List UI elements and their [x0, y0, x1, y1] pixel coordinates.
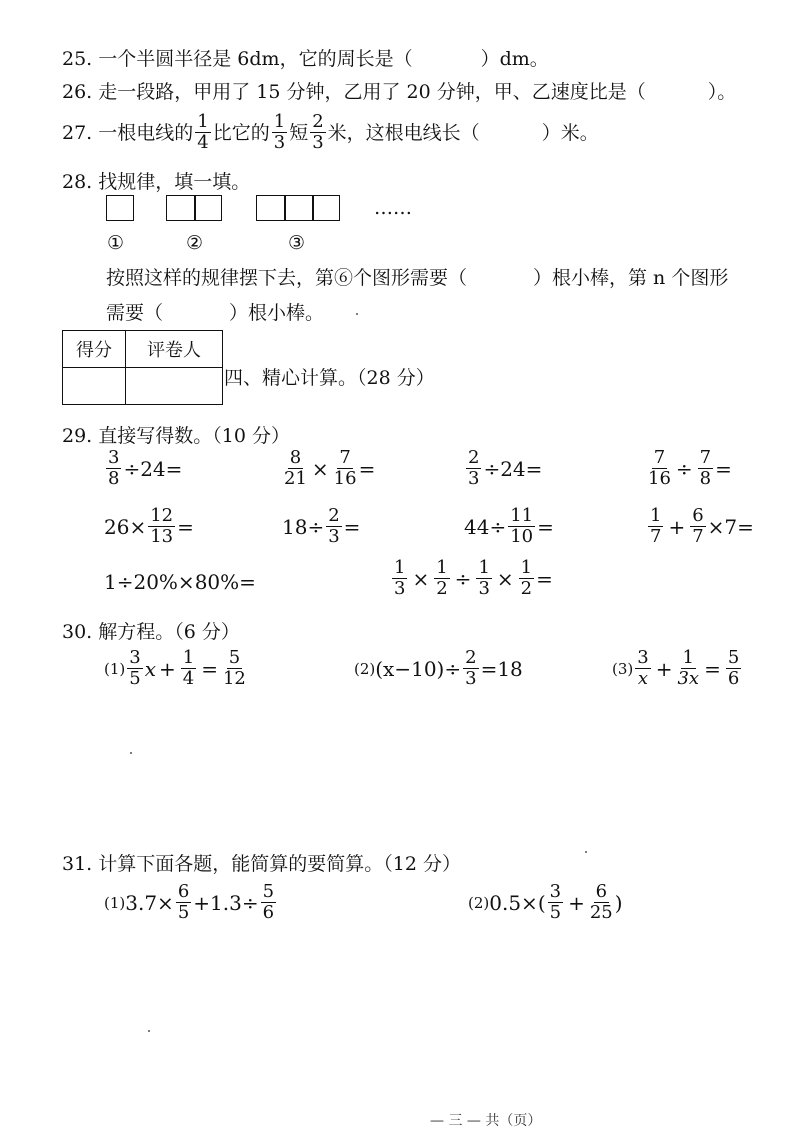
q28-title-text: 找规律，填一填。 [98, 171, 251, 193]
q27-text-3: 短 [289, 121, 309, 144]
scan-speck [130, 752, 132, 754]
stick-ellipsis: …… [374, 197, 412, 219]
q25-number: 25. [62, 48, 93, 70]
q31-title [62, 852, 461, 876]
q27 [62, 112, 599, 153]
q28-number: 28. [62, 171, 93, 193]
q27-text-2: 比它的 [212, 121, 270, 144]
q27-number: 27. [62, 121, 93, 144]
grader-header: 评卷人 [126, 331, 223, 368]
scan-speck [585, 851, 587, 853]
q25 [62, 47, 549, 71]
q30-equation-2: (2) (x−10)÷ $\frac{2}{3}$ =18 [354, 647, 523, 689]
q29-expr-9: 1÷20%×80%= [104, 570, 256, 594]
q30-equation-3: (3) $\frac{3}{x}$ + $\frac{1}{3x}$ = $\frac{5}{6}$ [612, 647, 740, 689]
q31-problem-2: (2) 0.5×( $\frac{3}{5}$ + $\frac{6}{25}$ ) [468, 881, 623, 923]
q26 [62, 80, 736, 104]
q27-text-1: 一根电线的 [98, 121, 194, 144]
q26-number: 26. [62, 81, 93, 103]
q29-expr-3: $\frac{2}{3}$ ÷24= [468, 447, 543, 489]
q28-line-2 [106, 301, 324, 325]
q29-expr-5: 26× $\frac{12}{13}$ = [104, 505, 194, 547]
q29-title [62, 424, 290, 448]
q29-expr-4: $\frac{7}{16}$ ÷ $\frac{7}{8}$ = [648, 447, 732, 489]
q29-expr-8: $\frac{1}{7}$ + $\frac{6}{7}$ ×7= [650, 505, 754, 547]
q29-number: 29. [62, 425, 93, 447]
q29-expr-6: 18÷ $\frac{2}{3}$ = [282, 505, 361, 547]
q28-line-2-a: 需要（ [106, 302, 164, 324]
section-4-title: 四、精心计算。（28 分） [224, 367, 435, 389]
q27-text-4: 米，这根电线长（ [327, 121, 480, 144]
q25-text-b: ）dm。 [480, 48, 549, 70]
q26-text-a: 走一段路，甲用了 15 分钟，乙用了 20 分钟，甲、乙速度比是（ [98, 81, 646, 103]
q30-title [62, 620, 240, 644]
grader-cell[interactable] [126, 368, 223, 405]
q28-line-2-b: ）根小棒。 [229, 302, 325, 324]
q28-title [62, 170, 250, 194]
q26-text-b: ）。 [707, 81, 737, 103]
q31-problem-1: (1) 3.7× $\frac{6}{5}$ +1.3÷ $\frac{5}{6}$ [104, 881, 275, 923]
q27-text-5: ）米。 [541, 121, 599, 144]
q31-number: 31. [62, 853, 93, 875]
q30-equation-1: (1) $\frac{3}{5}$ x + $\frac{1}{4}$ = $\frac{5}{12}$ [104, 647, 246, 689]
score-header: 得分 [63, 331, 126, 368]
score-cell[interactable] [63, 368, 126, 405]
q29-expr-1: $\frac{3}{8}$ ÷24= [108, 447, 183, 489]
scan-speck [148, 1030, 150, 1032]
q29-expr-10: $\frac{1}{3}$ × $\frac{1}{2}$ ÷ $\frac{1}{3}$ × $\frac{1}{2}$ = [394, 557, 553, 599]
q27-fraction-3: $\frac{2}{3}$ [312, 111, 324, 153]
q28-line-1-a: 按照这样的规律摆下去，第⑥个图形需要（ [106, 267, 468, 289]
figure-label-3: ③ [288, 232, 306, 254]
q27-fraction-1: $\frac{1}{4}$ [197, 111, 209, 153]
figure-label-2: ② [186, 232, 204, 254]
score-table [62, 330, 223, 405]
q31-title-text: 计算下面各题，能简算的要简算。（12 分） [98, 853, 461, 875]
q28-line-1-b: ）根小棒，第 n 个图形 [533, 267, 729, 289]
page-footer: — 三 — 共（页） [430, 1113, 542, 1129]
figure-label-1: ① [107, 232, 125, 254]
q28-line-1 [106, 266, 786, 290]
q30-title-text: 解方程。（6 分） [98, 621, 240, 643]
scan-speck [356, 313, 358, 315]
q29-title-text: 直接写得数。（10 分） [98, 425, 290, 447]
q27-fraction-2: $\frac{1}{3}$ [273, 111, 286, 153]
q29-expr-2: $\frac{8}{21}$ × $\frac{7}{16}$ = [284, 447, 376, 489]
q30-number: 30. [62, 621, 93, 643]
q25-text-a: 一个半圆半径是 6dm，它的周长是（ [98, 48, 413, 70]
q29-expr-7: 44÷ $\frac{11}{10}$ = [464, 505, 554, 547]
